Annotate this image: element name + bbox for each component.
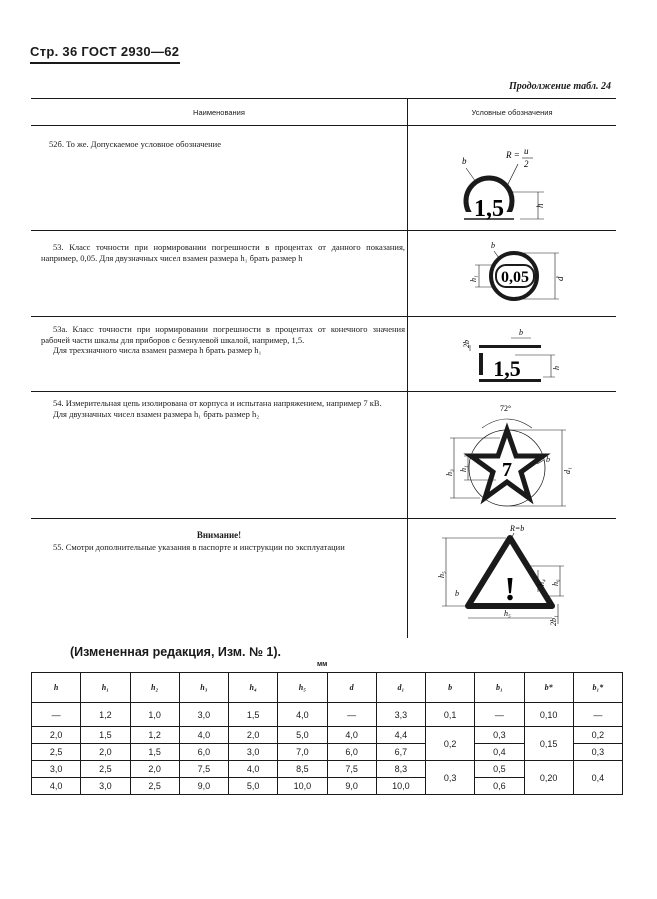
table-cell: 4,0 bbox=[229, 761, 278, 778]
table-cell: 3,0 bbox=[229, 744, 278, 761]
column-header: h₄ bbox=[229, 673, 278, 703]
table-cell: 0,1 bbox=[426, 703, 475, 727]
table-head-rule bbox=[31, 125, 616, 126]
column-header: h₁ bbox=[81, 673, 130, 703]
column-header: d₁ bbox=[376, 673, 425, 703]
table-cell: 0,15 bbox=[524, 727, 573, 761]
h1-label: h₁ bbox=[459, 465, 468, 472]
table-cell: — bbox=[327, 703, 376, 727]
symbol-value: ! bbox=[504, 571, 516, 608]
unit-label: мм bbox=[317, 661, 328, 668]
table-cell: 5,0 bbox=[229, 778, 278, 795]
table-cell: 3,0 bbox=[179, 703, 228, 727]
symbol-53 bbox=[455, 236, 575, 314]
page-header: Стр. 36 ГОСТ 2930—62 bbox=[30, 44, 180, 59]
h1-label: h₁ bbox=[469, 275, 478, 282]
table-row bbox=[32, 727, 623, 744]
table-cell: 7,5 bbox=[327, 761, 376, 778]
row-text-line: 52б. То же. Допускаемое условное обозначение bbox=[49, 139, 221, 149]
radius-den: 2 bbox=[524, 159, 529, 169]
side-tick bbox=[479, 353, 483, 375]
table-cell: 0,2 bbox=[573, 727, 622, 744]
table-cell: 1,2 bbox=[81, 703, 130, 727]
table-cell: 2,0 bbox=[81, 744, 130, 761]
symbol-value: 0,05 bbox=[501, 269, 529, 286]
table-cell: — bbox=[573, 703, 622, 727]
table-cell: 2,0 bbox=[229, 727, 278, 744]
symbol-value: 1,5 bbox=[493, 356, 521, 381]
b-label: b bbox=[519, 328, 523, 337]
table-cell: 0,10 bbox=[524, 703, 573, 727]
table-cell: 3,0 bbox=[81, 778, 130, 795]
table-cell: 7,5 bbox=[179, 761, 228, 778]
table-header-row bbox=[32, 673, 623, 703]
h3-label: h₃ bbox=[445, 469, 454, 476]
column-header: b* bbox=[524, 673, 573, 703]
b-label: b bbox=[491, 241, 495, 250]
table-cell: 0,4 bbox=[573, 761, 622, 795]
table-cell: 1,0 bbox=[130, 703, 179, 727]
row-divider bbox=[31, 391, 616, 392]
h6-label: h₆ bbox=[551, 579, 560, 586]
table-column-divider bbox=[407, 98, 408, 638]
radius-num: u bbox=[524, 146, 529, 156]
table-cell: 0,3 bbox=[426, 761, 475, 795]
table-cell: 6,0 bbox=[327, 744, 376, 761]
symbol-52b bbox=[440, 142, 590, 224]
table-cell: — bbox=[32, 703, 81, 727]
column-header: h₃ bbox=[179, 673, 228, 703]
column-header-name: Наименования bbox=[193, 108, 245, 117]
symbol-54 bbox=[430, 398, 580, 516]
h-label: h bbox=[535, 203, 545, 208]
table-cell: 2,5 bbox=[81, 761, 130, 778]
table-cell: 1,5 bbox=[130, 744, 179, 761]
radius-label: R = bbox=[506, 150, 520, 160]
angle-label: 72° bbox=[500, 404, 512, 413]
symbol-55 bbox=[428, 522, 578, 630]
table-cell: 0,4 bbox=[475, 744, 524, 761]
table-cell: 9,0 bbox=[179, 778, 228, 795]
b-leader bbox=[494, 251, 499, 258]
row-divider bbox=[31, 230, 616, 231]
h5-left-label: h₅ bbox=[437, 571, 446, 578]
column-header: b₁* bbox=[573, 673, 622, 703]
table-cell: 0,5 bbox=[475, 761, 524, 778]
table-cell: 10,0 bbox=[278, 778, 327, 795]
table-cell: 2,0 bbox=[130, 761, 179, 778]
table-cell: 2,5 bbox=[130, 778, 179, 795]
attention-title: Внимание! bbox=[196, 530, 242, 540]
column-header: h₅ bbox=[278, 673, 327, 703]
row-text-line: 53а. Класс точности при нормировании погрешности в процентах от конечного значения рабочей части шкалы для приборов с безнулевой шкалой, например, 1,5. bbox=[41, 324, 405, 345]
row-53-text bbox=[41, 242, 405, 263]
table-cell: 2,0 bbox=[32, 727, 81, 744]
table-cell: 1,5 bbox=[229, 703, 278, 727]
continuation-label: Продолжение табл. 24 bbox=[508, 81, 611, 92]
h5-bottom-label: h₅ bbox=[504, 609, 511, 618]
table-cell: 1,2 bbox=[130, 727, 179, 744]
row-54-text bbox=[41, 398, 405, 419]
table-cell: 3,0 bbox=[32, 761, 81, 778]
dimensions-table bbox=[31, 672, 623, 795]
amendment-note: (Измененная редакция, Изм. № 1). bbox=[70, 645, 281, 659]
table-cell: 4,0 bbox=[278, 703, 327, 727]
table-cell: 10,0 bbox=[376, 778, 425, 795]
header-rule bbox=[30, 62, 180, 64]
symbol-value: 7 bbox=[502, 459, 512, 481]
table-cell: 2,5 bbox=[32, 744, 81, 761]
table-cell: 6,7 bbox=[376, 744, 425, 761]
row-53a-text bbox=[41, 324, 405, 356]
b-label: b bbox=[455, 589, 459, 598]
h-label: h bbox=[552, 366, 561, 370]
table-cell: 4,0 bbox=[179, 727, 228, 744]
table-cell: 0,3 bbox=[573, 744, 622, 761]
table-cell: 0,3 bbox=[475, 727, 524, 744]
column-header: d bbox=[327, 673, 376, 703]
row-divider bbox=[31, 518, 616, 519]
table-row bbox=[32, 703, 623, 727]
b-label: b bbox=[546, 455, 550, 464]
table-top-rule bbox=[31, 98, 616, 99]
table-cell: 3,3 bbox=[376, 703, 425, 727]
table-cell: 4,0 bbox=[32, 778, 81, 795]
column-header: h bbox=[32, 673, 81, 703]
symbol-53a bbox=[455, 325, 575, 387]
b-label: b bbox=[462, 156, 467, 166]
column-header: b₁ bbox=[475, 673, 524, 703]
table-cell: 8,3 bbox=[376, 761, 425, 778]
b-leader bbox=[466, 168, 476, 182]
row-text-line: 53. Класс точности при нормировании погрешности в процентах от данного показания, например, 0,05. Для двузначных чисел взамен размера h₁ брать размер h bbox=[41, 242, 405, 263]
table-cell: 7,0 bbox=[278, 744, 327, 761]
table-cell: 0,2 bbox=[426, 727, 475, 761]
table-cell: 0,6 bbox=[475, 778, 524, 795]
top-bar bbox=[479, 345, 541, 348]
table-cell: — bbox=[475, 703, 524, 727]
2b-label: 2b bbox=[462, 340, 471, 348]
radius-leader bbox=[506, 164, 518, 188]
table-cell: 1,5 bbox=[81, 727, 130, 744]
row-divider bbox=[31, 316, 616, 317]
row-55-text bbox=[41, 542, 405, 553]
column-header: h₂ bbox=[130, 673, 179, 703]
symbol-value: 1,5 bbox=[474, 196, 504, 222]
radius-label: R=b bbox=[510, 524, 525, 533]
d1-label: d₁ bbox=[563, 467, 572, 474]
row-text-line: Для трехзначного числа взамен размера h брать размер h₁ bbox=[53, 345, 262, 355]
column-header: b bbox=[426, 673, 475, 703]
table-cell: 8,5 bbox=[278, 761, 327, 778]
column-header-symbol: Условные обозначения bbox=[471, 108, 553, 117]
row-text-line: 55. Смотри дополнительные указания в паспорте и инструкции по эксплуатации bbox=[53, 542, 345, 552]
table-cell: 4,0 bbox=[327, 727, 376, 744]
d-label: d bbox=[555, 276, 565, 281]
2b1-label: 2b₁ bbox=[549, 615, 558, 626]
table-row bbox=[32, 761, 623, 778]
table-cell: 9,0 bbox=[327, 778, 376, 795]
table-cell: 4,4 bbox=[376, 727, 425, 744]
row-text-line: Для двузначных чисел взамен размера h₁ брать размер h₂ bbox=[53, 408, 260, 419]
table-cell: 0,20 bbox=[524, 761, 573, 795]
row-52b-text bbox=[49, 139, 404, 150]
table-cell: 5,0 bbox=[278, 727, 327, 744]
h4-label: h₄ bbox=[537, 579, 546, 586]
row-text-line: 54. Измерительная цепь изолирована от корпуса и испытана напряжением, например 7 кВ. bbox=[53, 398, 382, 408]
table-cell: 6,0 bbox=[179, 744, 228, 761]
